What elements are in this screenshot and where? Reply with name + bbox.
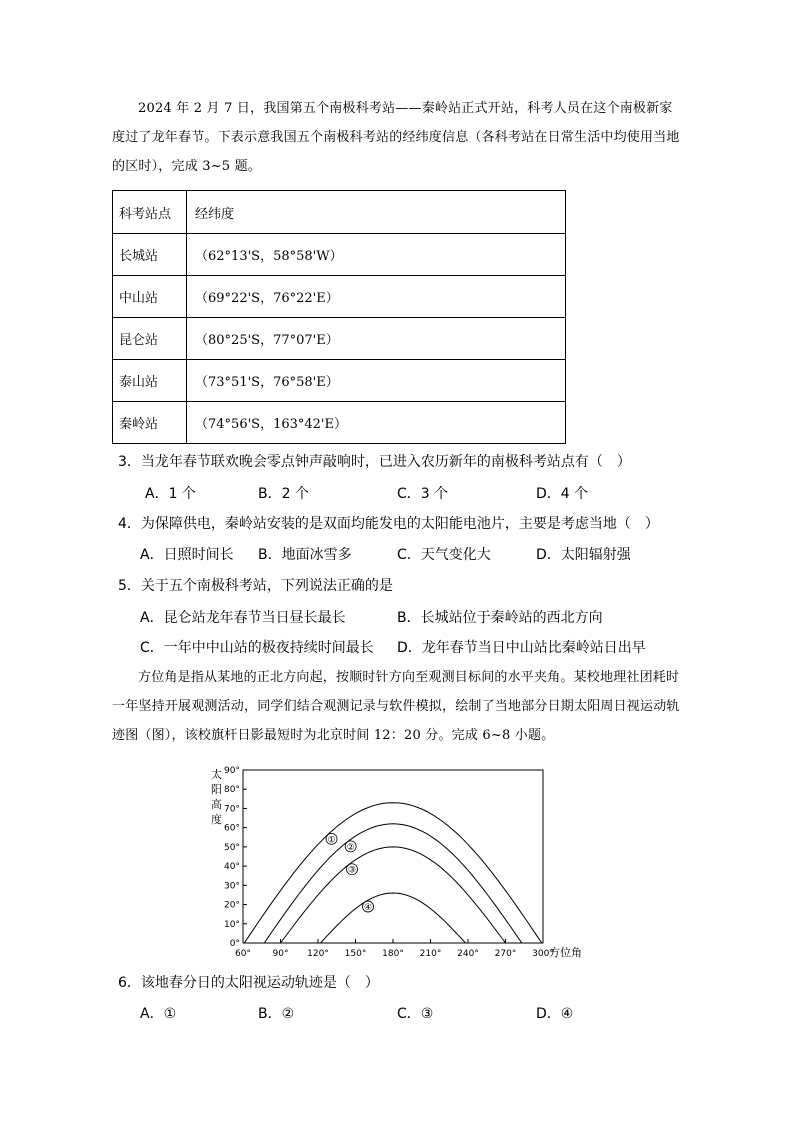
question-4-option-c[interactable]: C．天气变化大 <box>397 547 491 563</box>
sun-path-chart <box>205 760 595 965</box>
series-label: ② <box>346 842 355 853</box>
station-name: 中山站 <box>113 276 187 318</box>
y-tick-label: 20° <box>224 900 240 911</box>
question-6-option-b[interactable]: B．② <box>258 1006 295 1022</box>
station-coordinates: （73°51'S，76°58'E） <box>187 360 566 402</box>
question-5-option-c[interactable]: C．一年中中山站的极夜持续时间最长 <box>140 640 374 656</box>
y-tick-label: 40° <box>224 862 240 873</box>
question-3-option-b[interactable]: B．2 个 <box>258 486 309 502</box>
question-3-option-a[interactable]: A．1 个 <box>145 486 196 502</box>
table-row <box>113 402 566 444</box>
question-5-option-d[interactable]: D．龙年春节当日中山站比秦岭站日出早 <box>397 640 646 656</box>
series-label: ④ <box>363 903 373 914</box>
question-6-stem: 6．该地春分日的太阳视运动轨迹是（ ） <box>118 975 379 991</box>
table-header-row <box>113 191 566 234</box>
y-axis-label-char: 阳 <box>211 783 222 796</box>
question-6-option-c[interactable]: C．③ <box>397 1006 434 1022</box>
table-header-station: 科考站点 <box>113 191 187 234</box>
station-coordinates: （62°13'S，58°58'W） <box>187 234 566 276</box>
x-tick-label: 120° <box>307 949 329 959</box>
table-header-coordinates: 经纬度 <box>187 191 566 234</box>
sun-path-line <box>264 824 522 943</box>
x-tick-label: 240° <box>457 949 479 959</box>
question-3-option-c[interactable]: C．3 个 <box>397 486 449 502</box>
table-row <box>113 360 566 402</box>
station-name: 昆仑站 <box>113 318 187 360</box>
series-label: ① <box>327 835 336 846</box>
question-5-option-a[interactable]: A．昆仑站龙年春节当日昼长最长 <box>140 610 346 626</box>
x-tick-label: 60° <box>235 949 251 959</box>
y-tick-label: 50° <box>224 842 240 853</box>
station-coordinates: （74°56'S，163°42'E） <box>187 402 566 444</box>
station-coordinates-table <box>112 190 566 444</box>
x-ticks <box>235 939 554 959</box>
y-tick-label: 0° <box>229 939 240 949</box>
sun-path-line <box>281 847 506 943</box>
question-3-option-d[interactable]: D．4 个 <box>536 486 589 502</box>
y-tick-label: 80° <box>224 785 240 796</box>
y-axis-label <box>211 767 222 826</box>
question-4-stem: 4．为保障供电，秦岭站安装的是双面均能发电的太阳能电池片，主要是考虑当地（ ） <box>118 516 659 532</box>
question-3-stem: 3．当龙年春节联欢晚会零点钟声敲响时，已进入农历新年的南极科考站点有（ ） <box>118 454 631 470</box>
x-tick-label: 180° <box>382 949 404 959</box>
x-tick-label: 210° <box>419 949 442 959</box>
sun-path-curves <box>244 803 542 943</box>
y-axis-label-char: 度 <box>211 813 222 826</box>
table-row <box>113 318 566 360</box>
x-tick-label: 270° <box>494 949 517 959</box>
question-6-option-d[interactable]: D．④ <box>536 1006 574 1022</box>
table-row <box>113 276 566 318</box>
question-6-option-a[interactable]: A．① <box>140 1006 177 1022</box>
station-coordinates: （69°22'S，76°22'E） <box>187 276 566 318</box>
question-4-option-a[interactable]: A．日照时间长 <box>140 547 234 563</box>
station-name: 泰山站 <box>113 360 187 402</box>
y-tick-label: 30° <box>224 881 240 892</box>
y-ticks <box>224 766 247 949</box>
x-tick-label: 150° <box>344 949 367 959</box>
question-4-option-d[interactable]: D．太阳辐射强 <box>536 547 631 563</box>
y-tick-label: 70° <box>224 804 240 815</box>
y-axis-label-char: 太 <box>211 768 222 781</box>
y-axis-label-char: 高 <box>211 798 222 811</box>
x-tick-label: 300° <box>532 949 554 959</box>
station-name: 秦岭站 <box>113 402 187 444</box>
station-name: 长城站 <box>113 234 187 276</box>
y-tick-label: 10° <box>224 919 240 930</box>
question-5-option-b[interactable]: B．长城站位于秦岭站的西北方向 <box>397 610 603 626</box>
table-row <box>113 234 566 276</box>
passage-intro-stations: 2024 年 2 月 7 日，我国第五个南极科考站——秦岭站正式开站，科考人员在这个南极新家度过了龙年春节。下表示意我国五个南极科考站的经纬度信息（各科考站在日常生活中均使用当地的区时），完成 3~5 题。 <box>112 101 680 174</box>
sun-path-line <box>321 893 466 943</box>
y-tick-label: 90° <box>224 766 240 776</box>
series-label: ③ <box>347 865 357 876</box>
question-4-option-b[interactable]: B．地面冰雪多 <box>258 547 352 563</box>
y-tick-label: 60° <box>224 823 240 834</box>
passage-intro-azimuth: 方位角是指从某地的正北方向起，按顺时针方向至观测目标间的水平夹角。某校地理社团耗时一年坚持开展观测活动，同学们结合观测记录与软件模拟，绘制了当地部分日期太阳周日视运动轨迹图（图），该校旗杆日影最短时为北京时间 12：20 分。完成 6~8 小题。 <box>112 670 680 743</box>
x-axis-label: 方位角 <box>549 946 582 959</box>
plot-frame <box>243 770 543 943</box>
station-coordinates: （80°25'S，77°07'E） <box>187 318 566 360</box>
x-tick-label: 90° <box>272 949 289 959</box>
question-5-stem: 5．关于五个南极科考站，下列说法正确的是 <box>118 578 393 594</box>
